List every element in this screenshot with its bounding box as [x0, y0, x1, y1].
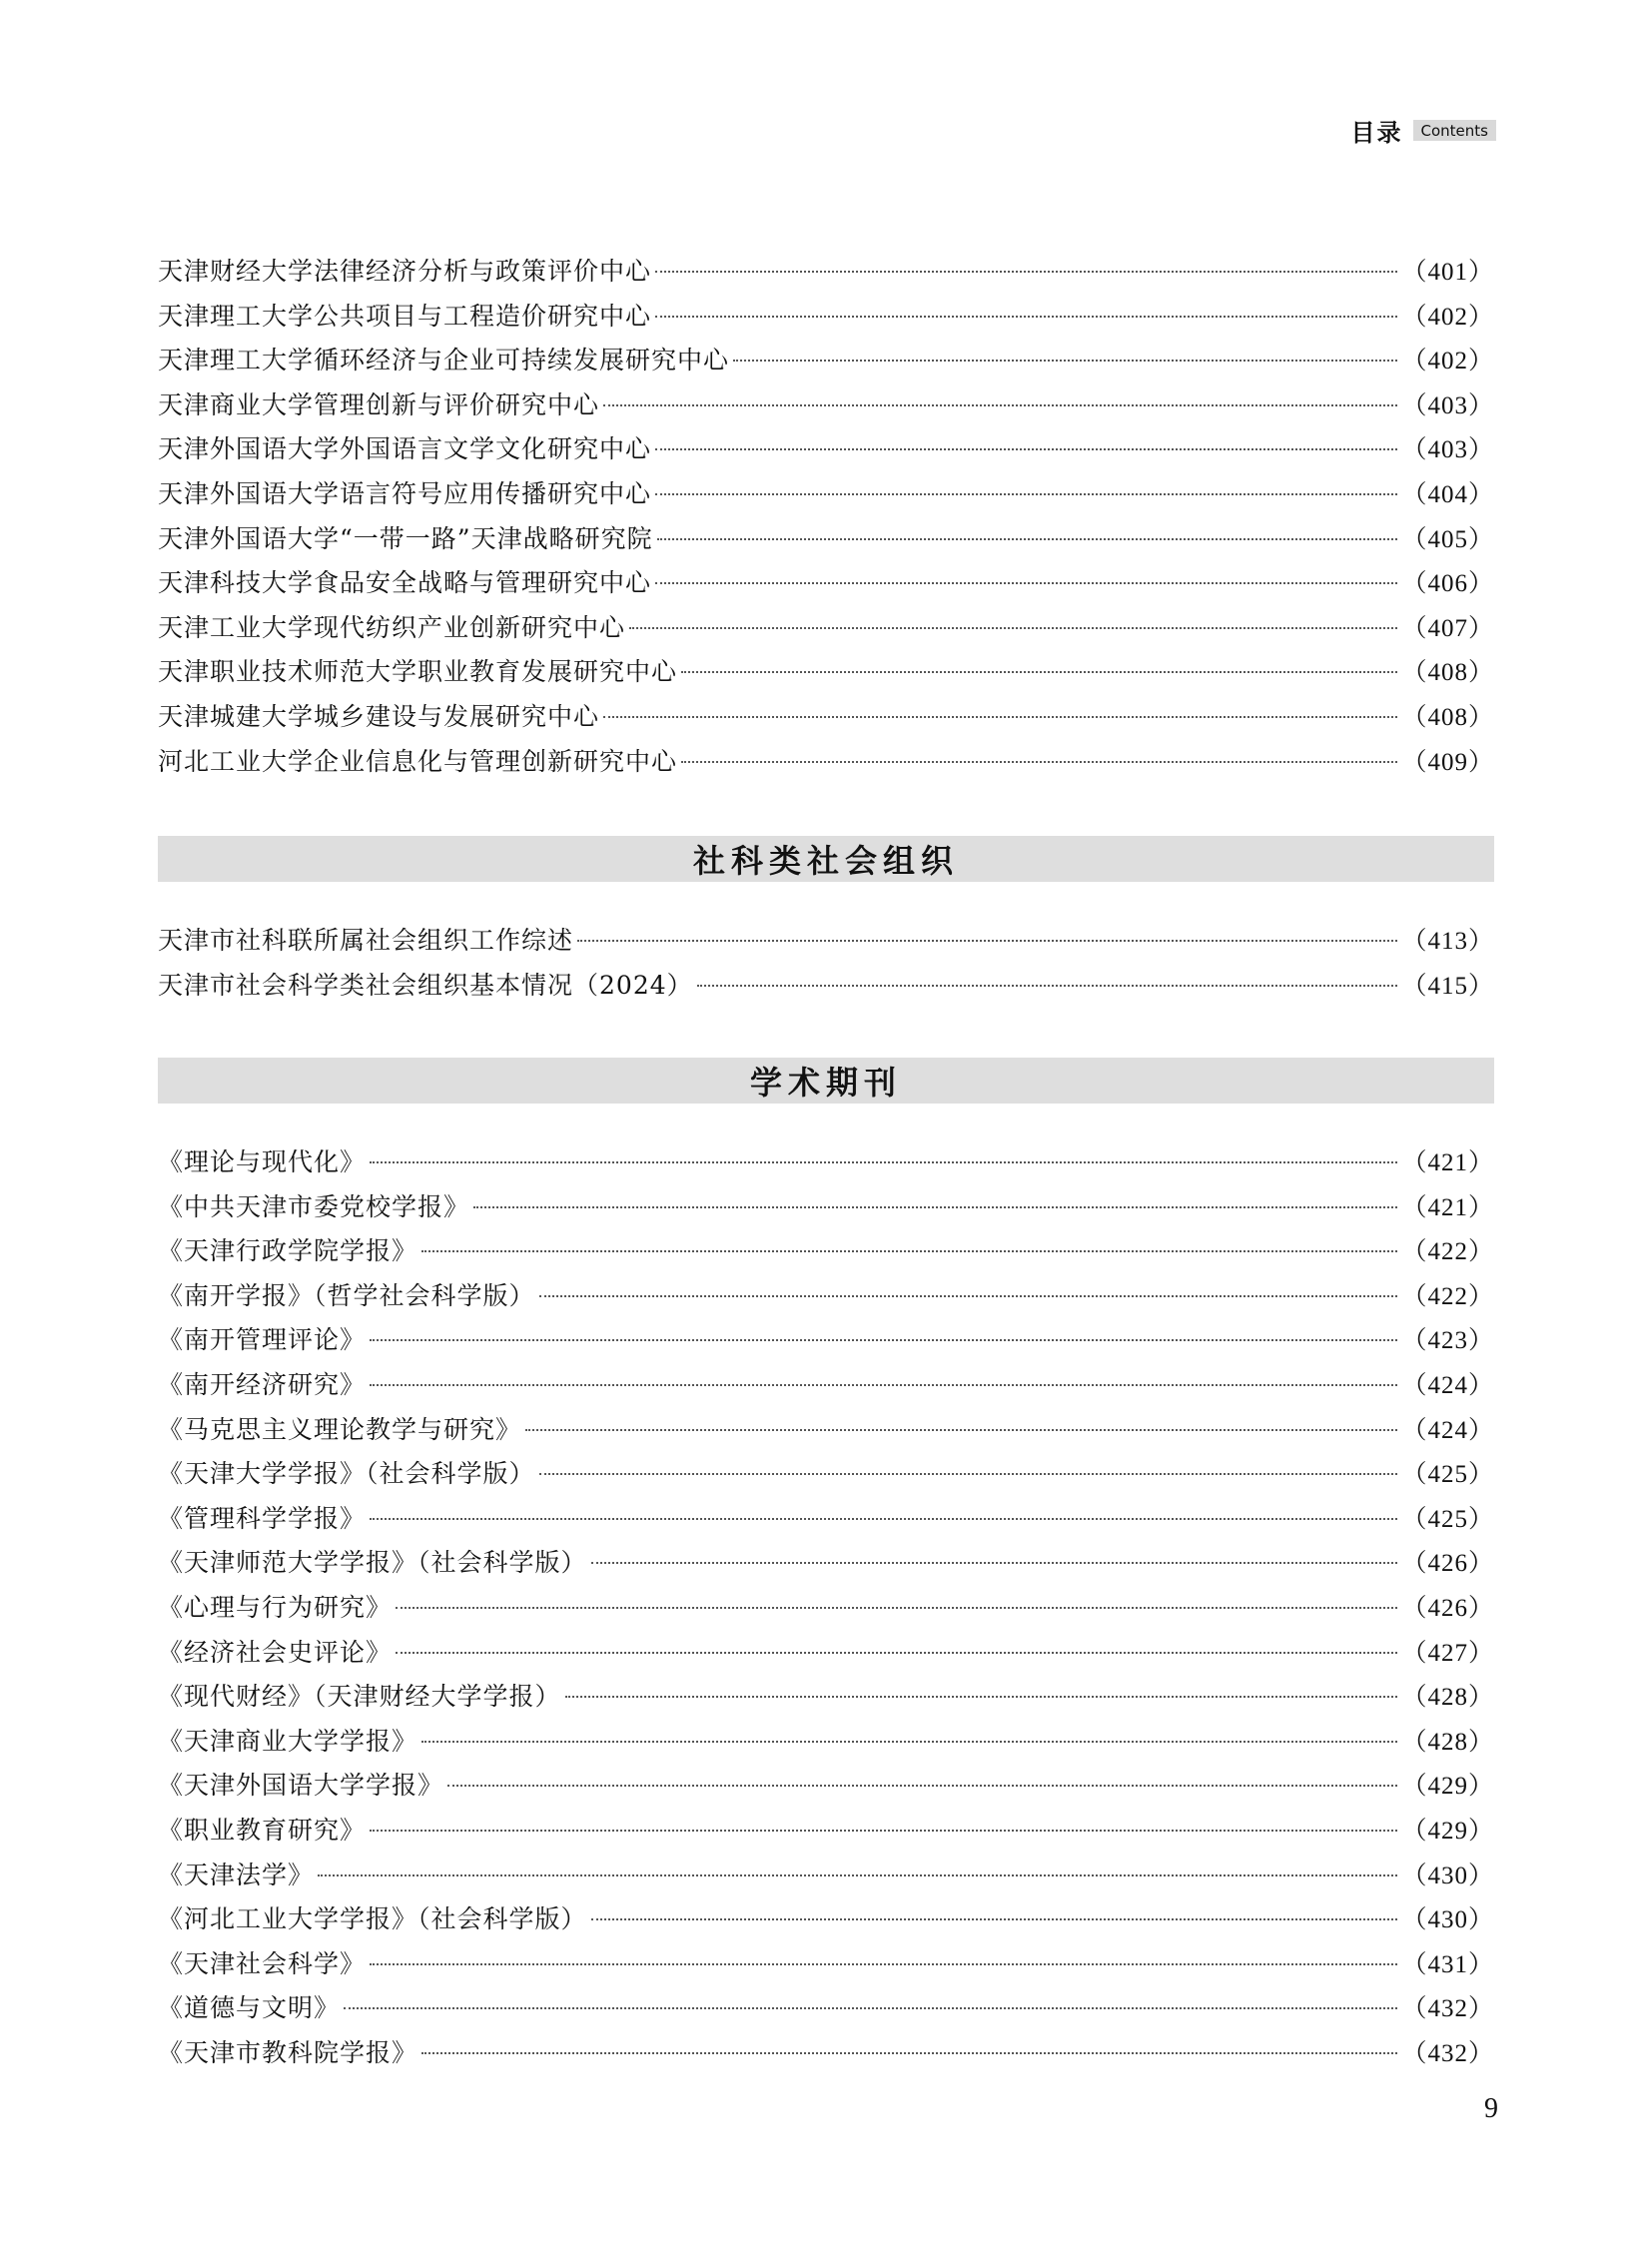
toc-entry-title: 《道德与文明》: [158, 1993, 341, 2023]
toc-entry-title: 《天津师范大学学报》（社会科学版）: [158, 1548, 587, 1578]
dot-leader: [655, 493, 1397, 495]
dot-leader: [421, 1250, 1397, 1252]
dot-leader: [577, 940, 1397, 942]
page-number: 9: [1484, 2093, 1498, 2124]
dot-leader: [655, 448, 1397, 450]
dot-leader: [591, 1562, 1398, 1564]
toc-entry-page: （431）: [1401, 1950, 1494, 1978]
toc-entry[interactable]: [158, 606, 1494, 651]
toc-entry[interactable]: [158, 1541, 1494, 1586]
dot-leader: [603, 404, 1397, 406]
header-title-en: Contents: [1413, 120, 1496, 141]
toc-entry-title: 《心理与行为研究》: [158, 1592, 393, 1622]
running-header: [1351, 112, 1496, 148]
toc-entry-page: （408）: [1401, 703, 1494, 731]
dot-leader: [473, 1206, 1397, 1208]
dot-leader: [370, 1384, 1397, 1386]
toc-entry-title: 《马克思主义理论教学与研究》: [158, 1414, 522, 1444]
section-heading-text: 社科类社会组织: [692, 842, 959, 880]
toc-entry-page: （401）: [1401, 259, 1494, 286]
toc-entry-page: （421）: [1401, 1193, 1494, 1221]
toc-entry[interactable]: [158, 1408, 1494, 1453]
toc-entry-page: （428）: [1401, 1728, 1494, 1756]
toc-entry-title: 天津科技大学食品安全战略与管理研究中心: [158, 568, 652, 598]
dot-leader: [344, 2007, 1397, 2009]
dot-leader: [539, 1295, 1398, 1297]
toc-entry-title: 《职业教育研究》: [158, 1815, 367, 1845]
toc-entry[interactable]: [158, 1274, 1494, 1319]
toc-entry[interactable]: [158, 695, 1494, 740]
toc-entry-title: 天津理工大学循环经济与企业可持续发展研究中心: [158, 346, 730, 375]
toc-entry-title: 《天津商业大学学报》: [158, 1726, 418, 1756]
toc-entry-title: 《经济社会史评论》: [158, 1637, 393, 1667]
toc-entry-title: 《现代财经》（天津财经大学学报）: [158, 1682, 561, 1712]
toc-entry[interactable]: [158, 1986, 1494, 2031]
dot-leader: [681, 761, 1397, 763]
dot-leader: [657, 538, 1398, 540]
toc-entry[interactable]: [158, 1497, 1494, 1542]
toc-entry[interactable]: [158, 339, 1494, 383]
toc-entry-title: 天津城建大学城乡建设与发展研究中心: [158, 701, 600, 731]
toc-entry-title: 《管理科学学报》: [158, 1503, 367, 1533]
toc-entry-title: 天津市社会科学类社会组织基本情况（2024）: [158, 970, 693, 1000]
toc-entry[interactable]: [158, 472, 1494, 517]
toc-entry-page: （422）: [1401, 1282, 1494, 1310]
toc-entry[interactable]: [158, 1942, 1494, 1987]
toc-entry[interactable]: [158, 1452, 1494, 1497]
toc-entry-title: 《天津法学》: [158, 1860, 315, 1889]
dot-leader: [370, 1830, 1397, 1832]
toc-entry[interactable]: [158, 383, 1494, 428]
toc-entry-page: （402）: [1401, 348, 1494, 375]
toc-entry-page: （409）: [1401, 748, 1494, 776]
toc-entry[interactable]: [158, 295, 1494, 340]
toc-entry-page: （429）: [1401, 1773, 1494, 1801]
section-heading-text: 学术期刊: [749, 1064, 902, 1102]
toc-entry[interactable]: [158, 427, 1494, 472]
toc-entry-title: 《南开学报》（哲学社会科学版）: [158, 1280, 535, 1310]
toc-entry[interactable]: [158, 1764, 1494, 1809]
dot-leader: [370, 1339, 1397, 1341]
toc-entry[interactable]: [158, 1854, 1494, 1898]
toc-entry-page: （404）: [1401, 480, 1494, 508]
toc-entry-page: （403）: [1401, 436, 1494, 464]
toc-entry[interactable]: [158, 1720, 1494, 1765]
toc-entry-title: 《理论与现代化》: [158, 1147, 367, 1176]
dot-leader: [733, 360, 1397, 362]
dot-leader: [370, 1161, 1397, 1163]
toc-entry[interactable]: [158, 517, 1494, 562]
toc-entry-page: （413）: [1401, 928, 1494, 955]
toc-entry[interactable]: [158, 2031, 1494, 2076]
toc-entry[interactable]: [158, 1809, 1494, 1854]
toc-entry-title: 河北工业大学企业信息化与管理创新研究中心: [158, 746, 678, 776]
toc-entry-page: （407）: [1401, 614, 1494, 642]
toc-entry[interactable]: [158, 561, 1494, 606]
toc-entry-page: （426）: [1401, 1550, 1494, 1578]
toc-group-academic-journals: [158, 1140, 1494, 2075]
toc-entry[interactable]: [158, 1675, 1494, 1720]
toc-entry-title: 《天津社会科学》: [158, 1948, 367, 1978]
toc-entry-page: （429）: [1401, 1817, 1494, 1845]
section-heading-social-organizations: [158, 836, 1494, 882]
toc-entry-page: （422）: [1401, 1238, 1494, 1266]
dot-leader: [655, 271, 1397, 273]
toc-entry-page: （424）: [1401, 1416, 1494, 1444]
toc-entry-title: 《天津行政学院学报》: [158, 1236, 418, 1266]
toc-entry[interactable]: [158, 740, 1494, 785]
toc-entry[interactable]: [158, 1318, 1494, 1363]
toc-entry-title: 《天津外国语大学学报》: [158, 1771, 444, 1801]
toc-entry-page: （408）: [1401, 659, 1494, 687]
toc-entry[interactable]: [158, 1586, 1494, 1631]
toc-entry[interactable]: [158, 1185, 1494, 1230]
toc-entry-title: 天津工业大学现代纺织产业创新研究中心: [158, 612, 626, 642]
toc-entry[interactable]: [158, 1140, 1494, 1185]
toc-entry-page: （430）: [1401, 1906, 1494, 1934]
toc-entry-title: 《天津大学学报》（社会科学版）: [158, 1459, 535, 1489]
dot-leader: [396, 1607, 1397, 1609]
dot-leader: [370, 1963, 1397, 1965]
toc-entry[interactable]: [158, 1229, 1494, 1274]
toc-entry-page: （405）: [1401, 525, 1494, 553]
toc-entry-page: （426）: [1401, 1594, 1494, 1622]
toc-entry-title: 天津外国语大学语言符号应用传播研究中心: [158, 478, 652, 508]
dot-leader: [655, 316, 1397, 318]
toc-entry-title: 天津财经大学法律经济分析与政策评价中心: [158, 257, 652, 286]
dot-leader: [396, 1652, 1397, 1654]
dot-leader: [655, 582, 1397, 584]
toc-entry-page: （428）: [1401, 1684, 1494, 1712]
section-heading-academic-journals: [158, 1058, 1494, 1104]
toc-entry-page: （415）: [1401, 972, 1494, 1000]
toc-entry[interactable]: [158, 250, 1494, 295]
dot-leader: [421, 2052, 1397, 2054]
toc-entry[interactable]: [158, 919, 1494, 964]
dot-leader: [603, 716, 1397, 718]
toc-entry[interactable]: [158, 1897, 1494, 1942]
toc-entry-page: （427）: [1401, 1639, 1494, 1667]
toc-entry-title: 天津市社科联所属社会组织工作综述: [158, 926, 574, 955]
dot-leader: [697, 985, 1398, 987]
dot-leader: [565, 1696, 1398, 1698]
toc-entry-page: （421）: [1401, 1149, 1494, 1176]
toc-entry-title: 天津商业大学管理创新与评价研究中心: [158, 389, 600, 419]
toc-group-social-organizations: [158, 919, 1494, 1008]
toc-entry-page: （432）: [1401, 1995, 1494, 2023]
dot-leader: [629, 627, 1397, 629]
dot-leader: [525, 1429, 1397, 1431]
toc-entry-page: （403）: [1401, 391, 1494, 419]
toc-entry-title: 《中共天津市委党校学报》: [158, 1191, 470, 1221]
dot-leader: [539, 1473, 1398, 1475]
toc-entry-page: （430）: [1401, 1862, 1494, 1889]
toc-entry-title: 天津职业技术师范大学职业教育发展研究中心: [158, 657, 678, 687]
toc-group-research-centers: [158, 250, 1494, 784]
toc-entry[interactable]: [158, 650, 1494, 695]
header-title-zh: 目录: [1350, 118, 1403, 147]
toc-entry-page: （402）: [1401, 303, 1494, 331]
dot-leader: [370, 1518, 1397, 1520]
toc-entry-page: （425）: [1401, 1461, 1494, 1489]
toc-entry-page: （406）: [1401, 570, 1494, 598]
toc-entry-title: 《南开管理评论》: [158, 1325, 367, 1355]
toc-entry-title: 《南开经济研究》: [158, 1369, 367, 1399]
toc-entry-page: （423）: [1401, 1327, 1494, 1355]
dot-leader: [318, 1874, 1397, 1876]
toc-entry[interactable]: [158, 1631, 1494, 1676]
toc-entry-title: 天津外国语大学外国语言文学文化研究中心: [158, 434, 652, 464]
dot-leader: [421, 1741, 1397, 1743]
dot-leader: [591, 1918, 1398, 1920]
toc-entry-page: （425）: [1401, 1505, 1494, 1533]
toc-entry-page: （424）: [1401, 1371, 1494, 1399]
toc-entry[interactable]: [158, 1363, 1494, 1408]
dot-leader: [447, 1785, 1397, 1787]
dot-leader: [681, 671, 1397, 673]
toc-entry-title: 天津理工大学公共项目与工程造价研究中心: [158, 301, 652, 331]
toc-entry-title: 天津外国语大学“一带一路”天津战略研究院: [158, 523, 653, 553]
toc-entry[interactable]: [158, 964, 1494, 1009]
toc-entry-title: 《河北工业大学学报》（社会科学版）: [158, 1904, 587, 1934]
toc-entry-page: （432）: [1401, 2039, 1494, 2067]
toc-entry-title: 《天津市教科院学报》: [158, 2037, 418, 2067]
